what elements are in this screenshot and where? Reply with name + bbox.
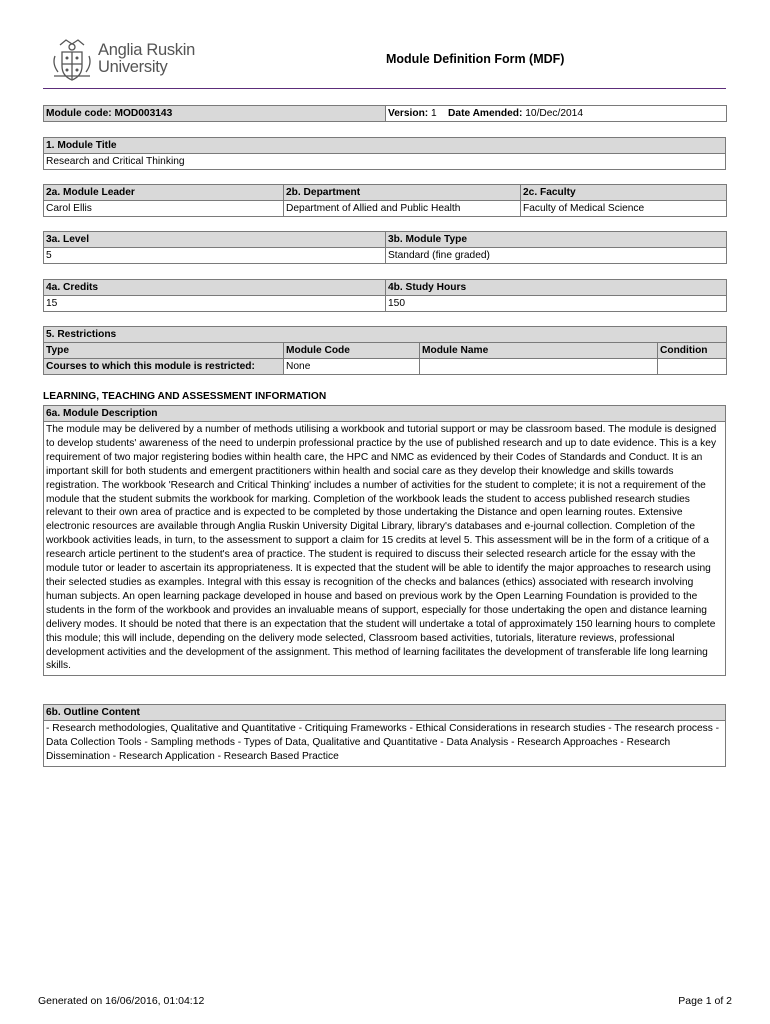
restrictions-row-type: Courses to which this module is restricted:: [44, 359, 284, 375]
version-value: 1: [431, 108, 437, 119]
page-number: Page 1 of 2: [678, 995, 732, 1007]
module-description-heading: 6a. Module Description: [44, 406, 726, 422]
credits-heading: 4a. Credits: [44, 280, 386, 296]
credits-value: 15: [44, 296, 386, 312]
study-hours-heading: 4b. Study Hours: [386, 280, 727, 296]
module-leader-value: Carol Ellis: [44, 201, 284, 217]
module-description-table: [43, 405, 726, 676]
credits-table: [43, 279, 727, 312]
header-divider: [43, 88, 726, 89]
faculty-heading: 2c. Faculty: [521, 185, 727, 201]
leader-table: [43, 184, 727, 217]
restrictions-col-code: Module Code: [284, 343, 420, 359]
date-amended-label: Date Amended:: [448, 108, 523, 119]
module-code-label: Module code:: [46, 108, 112, 119]
module-title-heading: 1. Module Title: [44, 138, 726, 154]
restrictions-col-condition: Condition: [658, 343, 727, 359]
module-code-cell: [44, 106, 386, 122]
logo-wordmark: [98, 42, 195, 76]
faculty-value: Faculty of Medical Science: [521, 201, 727, 217]
outline-content-heading: 6b. Outline Content: [44, 705, 726, 721]
module-info-table: [43, 105, 727, 122]
module-code-value: MOD003143: [114, 108, 173, 119]
module-leader-heading: 2a. Module Leader: [44, 185, 284, 201]
level-heading: 3a. Level: [44, 232, 386, 248]
department-value: Department of Allied and Public Health: [284, 201, 521, 217]
lta-section-heading: LEARNING, TEACHING AND ASSESSMENT INFORMATION: [43, 391, 327, 402]
restrictions-row-code: None: [284, 359, 420, 375]
form-title: Module Definition Form (MDF): [386, 52, 565, 66]
restrictions-col-type: Type: [44, 343, 284, 359]
logo-line-2: University: [98, 58, 168, 76]
module-type-value: Standard (fine graded): [386, 248, 727, 264]
level-table: [43, 231, 727, 264]
study-hours-value: 150: [386, 296, 727, 312]
module-description-text: The module may be delivered by a number of methods utilising a workbook and tutorial support or may be classroom based. The module is designed to develop students' awareness of the need to underpin professional practice by the use of published research and up to date evidence. This is a key requirement of two major registering bodies within health care, the HPC and NMC as evidenced by their Codes of Standards and Conduct. It is an important skill for both students and emergent practitioners within health and social care as they develop their knowledge and skills towards registration. The workbook 'Research and Critical Thinking' includes a number of activities for the student to complete; it is not a requirement of the module that the student submits the workbook for marking. Completion of the workbook leads the student to access published research studies relevant to their own area of practice and is expected to be completed by those undertaking the Distance and open learning routes. Extensive electronic resources are available through Anglia Ruskin University Digital Library, library's databases and e-journal collection. Completion of the workbook activities leads, in turn, to the assessment to support a claim for 15 credits at level 5. This assessment will be in the form of a critique of a research article pertinent to the student's area of practice. The student is required to discuss their selected research article for the essay with the module tutor or leader to ascertain its appropriateness. It is expected that the student will be able to identify the major approaches to research using their selected studies as examples. Integral with this essay is recognition of the checks and balances (ethics) associated with research involving human subjects. An open learning package developed in house and based on previous work by the Open Learning Foundation is provided to the students in the form of the workbook and provides an invaluable means of support, especially for those undertaking the open and distance learning delivery modes. It should be noted that there is an expectation that the student will undertake a total of approximately 150 learning hours to complete this module; this will include, depending on the delivery mode selected, Classroom based activities, tutorials, literature reviews, professional development activities and the development of the assignment. This method of learning facilitates the development of transferable life long learning skills.: [44, 422, 726, 676]
version-label: Version:: [388, 108, 429, 119]
restrictions-col-name: Module Name: [420, 343, 658, 359]
logo-line-1: Anglia Ruskin: [98, 41, 195, 59]
outline-content-table: [43, 704, 726, 767]
module-title-table: [43, 137, 726, 170]
department-heading: 2b. Department: [284, 185, 521, 201]
date-amended-value: 10/Dec/2014: [525, 108, 584, 119]
module-title-value: Research and Critical Thinking: [44, 154, 726, 170]
generated-timestamp: Generated on 16/06/2016, 01:04:12: [38, 995, 205, 1007]
level-value: 5: [44, 248, 386, 264]
version-date-cell: [386, 106, 727, 122]
outline-content-text: - Research methodologies, Qualitative and Quantitative - Critiquing Frameworks - Ethical Considerations in research studies - The research process - Data Collection Tools - Sampling methods - Types of Data, Qualitative and Quantitative - Data Analysis - Research Approaches - Research Dissemination - Research Application - Research Based Practice: [44, 721, 726, 767]
restrictions-row-name: [420, 359, 658, 375]
module-type-heading: 3b. Module Type: [386, 232, 727, 248]
crest-icon: [50, 36, 94, 82]
restrictions-heading: 5. Restrictions: [44, 327, 727, 343]
restrictions-row-condition: [658, 359, 727, 375]
restrictions-table: [43, 326, 727, 375]
university-logo: [50, 35, 195, 83]
